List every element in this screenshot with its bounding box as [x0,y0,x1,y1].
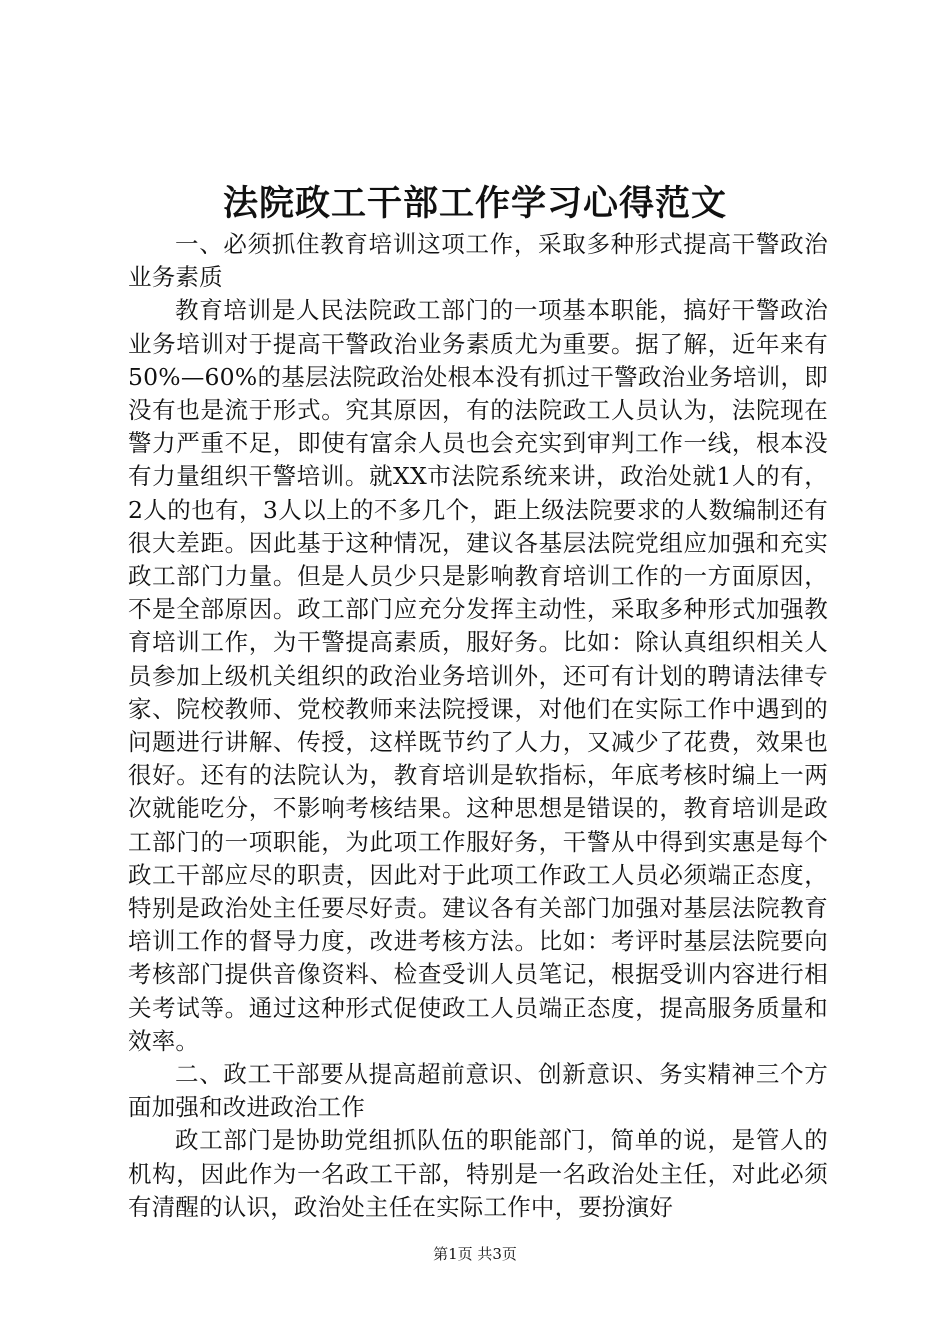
section-heading-2: 二、政工干部要从提高超前意识、创新意识、务实精神三个方面加强和改进政治工作 [128,1060,828,1122]
section-heading-1: 一、必须抓住教育培训这项工作，采取多种形式提高干警政治业务素质 [128,230,828,292]
document-title: 法院政工干部工作学习心得范文 [222,183,727,224]
body-paragraph-1: 教育培训是人民法院政工部门的一项基本职能，搞好干警政治业务培训对于提高干警政治业务素质尤为重要。据了解，近年来有50%—60%的基层法院政治处根本没有抓过干警政治业务培训，即没有也是流于形式。究其原因，有的法院政工人员认为，法院现在警力严重不足，即使有富余人员也会充实到审判工作一线，根本没有力量组织干警培训。就XX市法院系统来讲，政治处就1人的有，2人的也有，3人以上的不多几个，距上级法院要求的人数编制还有很大差距。因此基于这种情况，建议各基层法院党组应加强和充实政工部门力量。但是人员少只是影响教育培训工作的一方面原因，不是全部原因。政工部门应充分发挥主动性，采取多种形式加强教育培训工作，为干警提高素质，服好务。比如：除认真组织相关人员参加上级机关组织的政治业务培训外，还可有计划的聘请法律专家、院校教师、党校教师来法院授课，对他们在实际工作中遇到的问题进行讲解、传授，这样既节约了人力，又减少了花费，效果也很好。还有的法院认为，教育培训是软指标，年底考核时编上一两次就能吃分，不影响考核结果。这种思想是错误的，教育培训是政工部门的一项职能，为此项工作服好务，干警从中得到实惠是每个政工干部应尽的职责，因此对于此项工作政工人员必须端正态度，特别是政治处主任要尽好责。建议各有关部门加强对基层法院教育培训工作的督导力度，改进考核方法。比如：考评时基层法院要向考核部门提供音像资料、检查受训人员笔记，根据受训内容进行相关考试等。通过这种形式促使政工人员端正态度，提高服务质量和效率。 [128,296,828,1055]
body-paragraph-2: 政工部门是协助党组抓队伍的职能部门，简单的说，是管人的机构，因此作为一名政工干部，特别是一名政治处主任，对此必须有清醒的认识，政治处主任在实际工作中，要扮演好 [128,1126,828,1221]
page-number-footer: 第1页 共3页 [433,1245,517,1263]
document-body [128,228,828,1224]
